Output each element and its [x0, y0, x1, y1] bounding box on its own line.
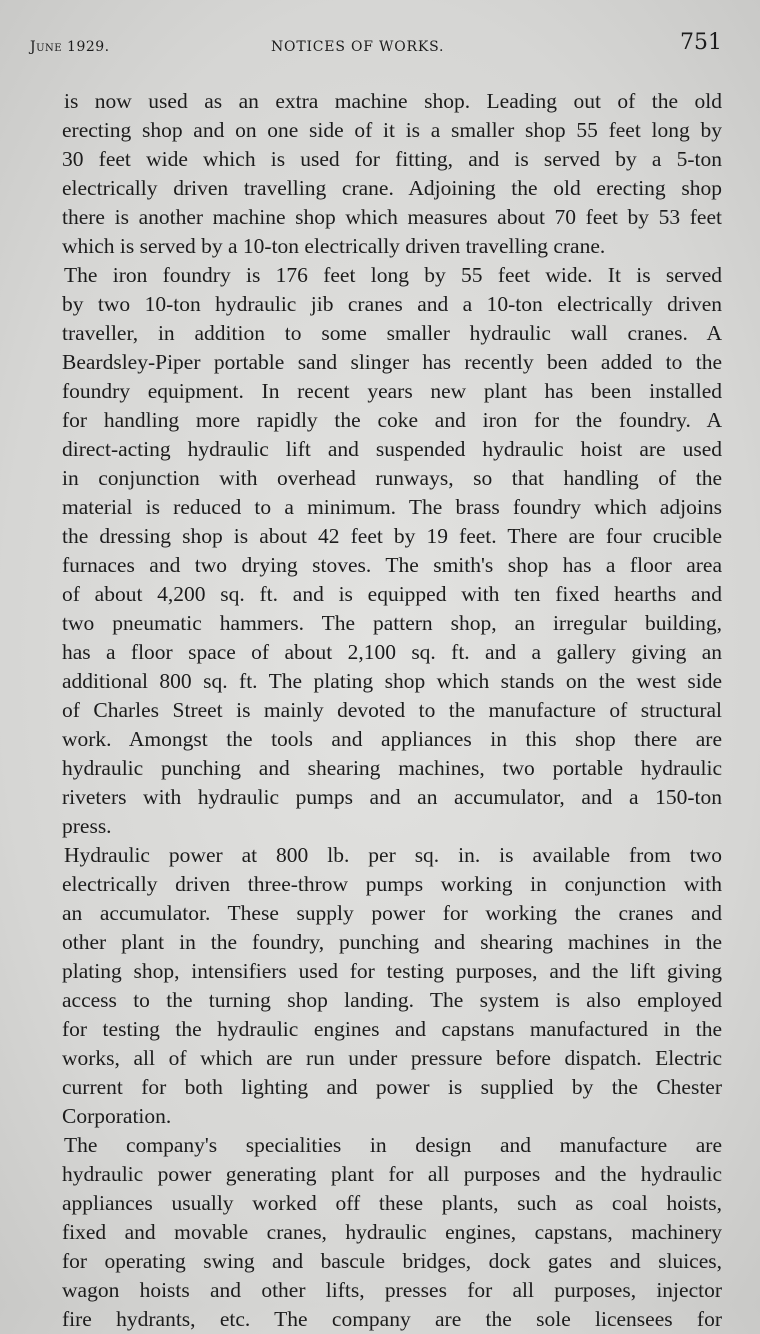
- text-line: which is served by a 10-ton electrically driven travelling crane.: [62, 234, 606, 258]
- text-line: an accumulator. These supply power for working the cranes and: [62, 901, 722, 925]
- text-line: foundry equipment. In recent years new plant has been installed: [62, 379, 722, 403]
- text-line: of Charles Street is mainly devoted to the manufacture of structural: [62, 698, 722, 722]
- paragraph: [62, 1131, 722, 1334]
- text-line: hydraulic punching and shearing machines, two portable hydraulic: [62, 756, 722, 780]
- text-line: current for both lighting and power is supplied by the Chester: [62, 1075, 722, 1099]
- page-number: 751: [680, 30, 722, 55]
- text-line: by two 10-ton hydraulic jib cranes and a 10-ton electrically driven: [62, 292, 722, 316]
- text-line: other plant in the foundry, punching and shearing machines in the: [62, 930, 722, 954]
- text-line: for operating swing and bascule bridges, dock gates and sluices,: [62, 1249, 722, 1273]
- text-line: for testing the hydraulic engines and capstans manufactured in the: [62, 1017, 722, 1041]
- text-line: in conjunction with overhead runways, so that handling of the: [62, 466, 722, 490]
- text-line: erecting shop and on one side of it is a smaller shop 55 feet long by: [62, 118, 722, 142]
- text-line: electrically driven travelling crane. Adjoining the old erecting shop: [62, 176, 722, 200]
- header-date: June 1929.: [30, 39, 110, 55]
- text-line: Beardsley-Piper portable sand slinger has recently been added to the: [62, 350, 722, 374]
- paragraph: [62, 87, 722, 261]
- text-line: works, all of which are run under pressure before dispatch. Electric: [62, 1046, 722, 1070]
- text-line: plating shop, intensifiers used for testing purposes, and the lift giving: [62, 959, 722, 983]
- text-line: is now used as an extra machine shop. Leading out of the old: [64, 89, 722, 113]
- paragraph: [62, 841, 722, 1131]
- text-line: there is another machine shop which measures about 70 feet by 53 feet: [62, 205, 722, 229]
- text-line: The company's specialities in design and manufacture are: [64, 1133, 722, 1157]
- text-line: has a floor space of about 2,100 sq. ft. and a gallery giving an: [62, 640, 722, 664]
- text-line: traveller, in addition to some smaller hydraulic wall cranes. A: [62, 321, 722, 345]
- text-line: fire hydrants, etc. The company are the sole licensees for: [62, 1307, 722, 1331]
- text-line: the dressing shop is about 42 feet by 19 feet. There are four crucible: [62, 524, 722, 548]
- running-header: [30, 30, 730, 60]
- text-line: appliances usually worked off these plants, such as coal hoists,: [62, 1191, 722, 1215]
- text-line: Hydraulic power at 800 lb. per sq. in. is available from two: [64, 843, 722, 867]
- body-text: [62, 87, 722, 1334]
- text-line: two pneumatic hammers. The pattern shop, an irregular building,: [62, 611, 722, 635]
- text-line: fixed and movable cranes, hydraulic engines, capstans, machinery: [62, 1220, 722, 1244]
- text-line: riveters with hydraulic pumps and an accumulator, and a 150-ton: [62, 785, 722, 809]
- text-line: for handling more rapidly the coke and iron for the foundry. A: [62, 408, 722, 432]
- text-line: Corporation.: [62, 1104, 172, 1128]
- text-line: wagon hoists and other lifts, presses for all purposes, injector: [62, 1278, 722, 1302]
- text-line: furnaces and two drying stoves. The smith's shop has a floor area: [62, 553, 722, 577]
- text-line: press.: [62, 814, 112, 838]
- text-line: of about 4,200 sq. ft. and is equipped with ten fixed hearths and: [62, 582, 722, 606]
- text-line: access to the turning shop landing. The system is also employed: [62, 988, 722, 1012]
- text-line: electrically driven three-throw pumps working in conjunction with: [62, 872, 722, 896]
- text-line: direct-acting hydraulic lift and suspended hydraulic hoist are used: [62, 437, 722, 461]
- text-line: material is reduced to a minimum. The brass foundry which adjoins: [62, 495, 722, 519]
- text-line: hydraulic power generating plant for all purposes and the hydraulic: [62, 1162, 722, 1186]
- text-line: The iron foundry is 176 feet long by 55 feet wide. It is served: [64, 263, 722, 287]
- text-line: work. Amongst the tools and appliances in this shop there are: [62, 727, 722, 751]
- text-line: 30 feet wide which is used for fitting, and is served by a 5-ton: [62, 147, 722, 171]
- text-line: additional 800 sq. ft. The plating shop which stands on the west side: [62, 669, 722, 693]
- header-title: NOTICES OF WORKS.: [271, 39, 445, 55]
- paragraph: [62, 261, 722, 841]
